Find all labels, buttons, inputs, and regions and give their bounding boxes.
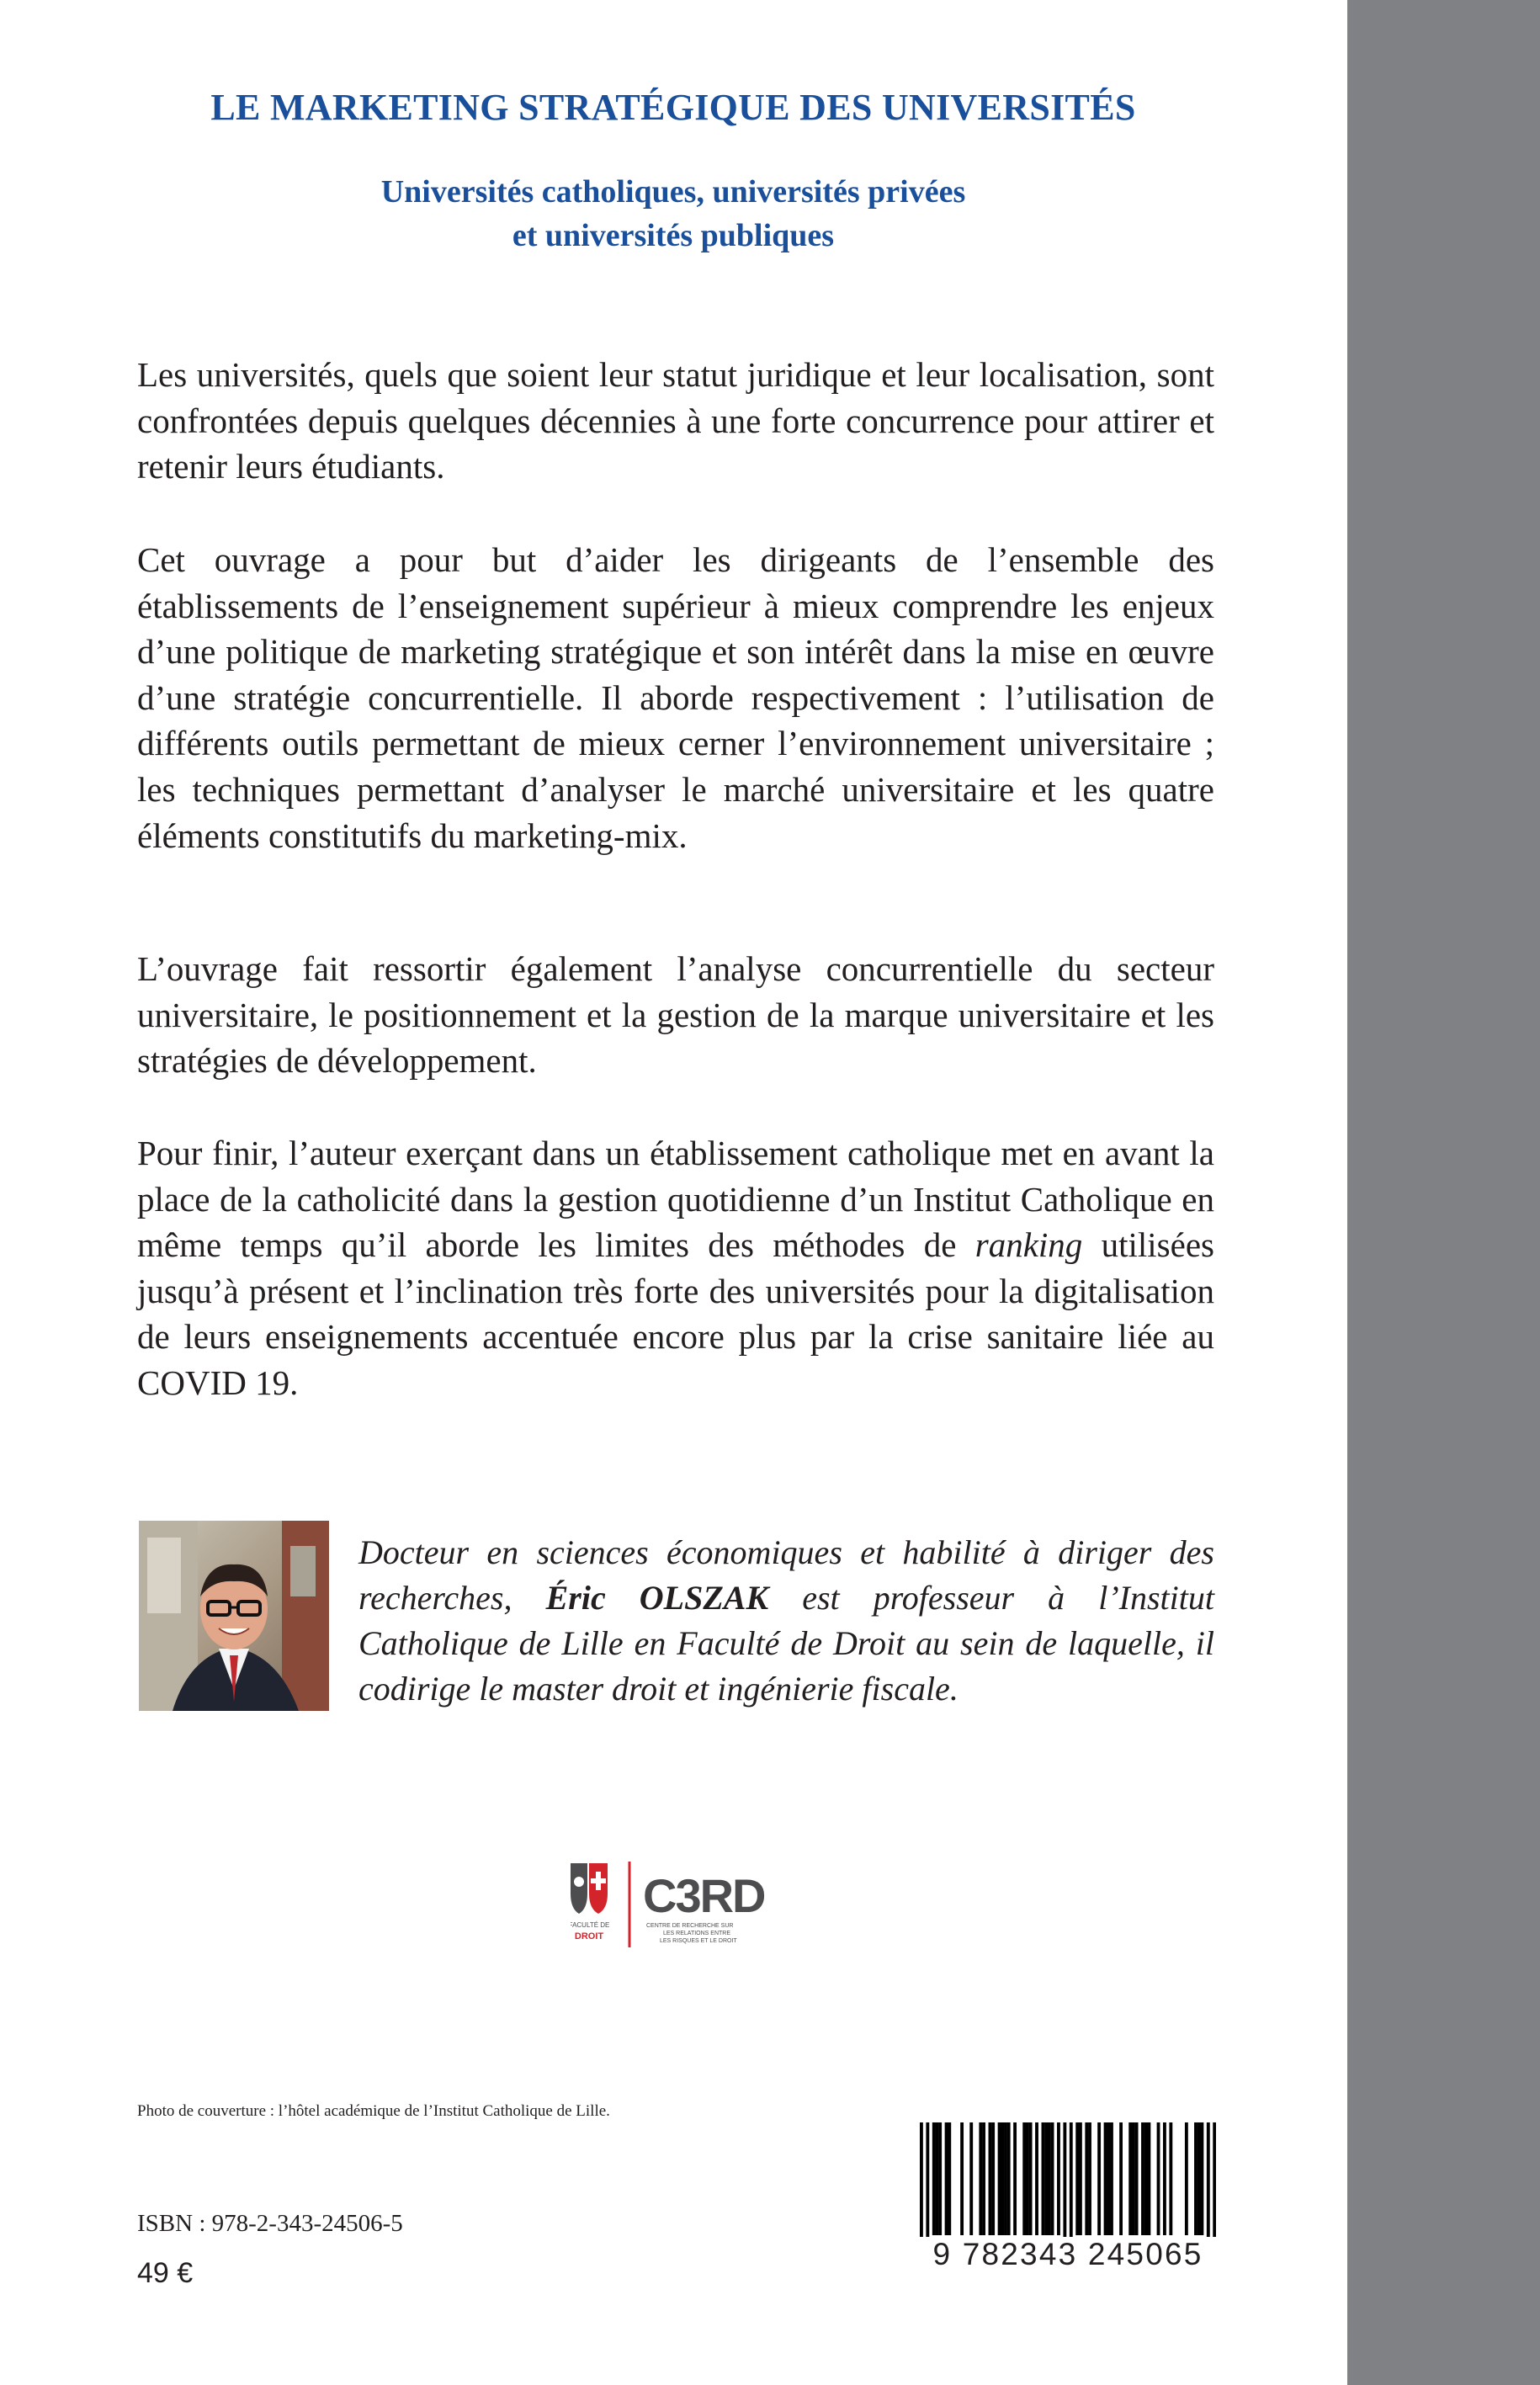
paragraph-conclusion [137,1130,1214,1406]
paragraph-analysis [137,946,1214,1084]
paragraph-4-part-2: utilisées jusqu’à présent et l’inclination très forte des universités pour la digitalisation de leurs enseignements accentuée encore plus par la crise sanitaire liée au COVID 19. [137,1225,1214,1402]
barcode-bar [1007,2122,1011,2235]
barcode-bar [1097,2122,1101,2235]
barcode-bar [1075,2122,1079,2235]
barcode-bar [1013,2122,1017,2235]
cover-photo-caption: Photo de couverture : l’hôtel académique de l’Institut Catholique de Lille. [137,2102,610,2120]
barcode-bar [1213,2122,1216,2249]
barcode-bar [969,2122,973,2235]
barcode-bar [1035,2122,1038,2235]
subtitle-line-1: Universités catholiques, universités privées [380,174,966,210]
paragraph-2-text: Cet ouvrage a pour but d’aider les dirigeants de l’ensemble des établissements de l’enseignement supérieur à mieux comprendre les enjeux d’une politique de marketing stratégique et son intérêt dans la mise en œuvre d’une stratégie concurrentielle. Il aborde respectivement : l’utilisation de différents outils permettant de mieux cerner l’environnement universitaire ; les techniques permettant d’analyser le marché universitaire et les quatre éléments constitutifs du marketing-mix. [137,540,1214,855]
barcode-bar [1163,2122,1166,2235]
paragraph-1-text: Les universités, quels que soient leur statut juridique et leur localisation, sont confrontées depuis quelques décennies à une forte concurrence pour attirer et retenir leurs étudiants. [137,355,1214,486]
author-photo [139,1521,329,1711]
faculty-label-line-2: DROIT [574,1931,604,1941]
author-bio-part-1: Docteur en sciences économiques et habilité à diriger des recherches, [358,1533,1214,1617]
barcode-bar [979,2122,982,2235]
barcode-bar [1042,2122,1045,2235]
barcode-bar [1110,2122,1113,2235]
paragraph-3-text: L’ouvrage fait ressortir également l’analyse concurrentielle du secteur universitaire, le positionnement et la gestion de la marque universitaire et les stratégies de développement. [137,949,1214,1081]
barcode-bar [1207,2122,1210,2249]
ranking-italic: ranking [974,1225,1083,1265]
barcode-bar [936,2122,939,2235]
barcode-bar [920,2122,923,2249]
author-bio-part-2: est professeur à l’Institut Catholique de Lille en Faculté de Droit au sein de laquelle, il codirige le master droit et ingénierie fiscale. [358,1579,1215,1708]
paragraph-4-text [137,1130,1214,1406]
book-spine [1347,0,1540,2385]
barcode-bar [1200,2122,1203,2235]
barcode-bar [1022,2122,1026,2235]
author-bio [358,1530,1214,1712]
barcode-bar [1185,2122,1188,2235]
barcode-bar [945,2122,948,2235]
barcode-bar [1104,2122,1107,2235]
barcode-bar [1132,2122,1135,2235]
barcode-bar [1029,2122,1033,2235]
barcode-bar [982,2122,985,2235]
barcode-bar [1063,2122,1066,2249]
barcode-bar [1051,2122,1054,2235]
barcode-bar [1194,2122,1197,2235]
barcode-bar [1157,2122,1160,2235]
barcode-bar [1001,2122,1004,2235]
isbn: ISBN : 978-2-343-24506-5 [137,2210,403,2237]
barcode-bar [1141,2122,1144,2235]
barcode-bar [1088,2122,1091,2235]
faculty-label-line-1: FACULTÉ DE [571,1921,610,1929]
barcode-bar [960,2122,964,2235]
barcode-bar [1119,2122,1123,2235]
barcode-bar [932,2122,936,2235]
barcode-bar [1169,2122,1172,2235]
barcode-bar [1135,2122,1139,2235]
barcode-bar [938,2122,942,2235]
barcode-bar [1147,2122,1150,2235]
barcode-bar [1026,2122,1029,2235]
faculty-droit-logo [571,1863,609,1941]
barcode-bar [926,2122,929,2249]
barcode-bar [1044,2122,1048,2235]
barcode-bar [948,2122,951,2235]
paragraph-intro [137,352,1214,490]
barcode-bar [1004,2122,1007,2235]
author-name: Éric OLSZAK [545,1579,769,1617]
price: 49 € [137,2257,194,2289]
barcode-bar [1107,2122,1110,2235]
subtitle-line-2: et universités publiques [512,218,835,253]
c3rd-wordmark: C3RD [643,1869,765,1922]
c3rd-tagline-1: CENTRE DE RECHERCHE SUR [646,1923,734,1929]
paragraph-objective [137,537,1214,858]
barcode-bar [991,2122,995,2235]
barcode-bar [1070,2122,1073,2249]
barcode-bar [1128,2122,1132,2235]
barcode-bar [989,2122,992,2235]
barcode-digits: 9 782343 245065 [920,2237,1216,2272]
book-title: LE MARKETING STRATÉGIQUE DES UNIVERSITÉS [210,87,1136,128]
barcode-bar [1048,2122,1051,2235]
c3rd-tagline-2: LES RELATIONS ENTRE [663,1931,731,1936]
paragraph-4-part-1: Pour finir, l’auteur exerçant dans un établissement catholique met en avant la place de la catholicité dans la gestion quotidienne d’un Institut Catholique en même temps qu’il aborde les limites des méthodes de [137,1134,1214,1265]
book-subtitle [84,170,1262,258]
c3rd-tagline-3: LES RISQUES ET LE DROIT [660,1938,737,1944]
barcode-bar [1057,2122,1060,2235]
barcode-bar [998,2122,1001,2235]
barcode-bar [1144,2122,1148,2235]
publisher-logos [571,1860,798,1952]
barcode [920,2122,1216,2319]
c3rd-logo [643,1869,765,1944]
barcode-bar [1085,2122,1088,2235]
barcode-bar [1079,2122,1082,2235]
barcode-bar [1197,2122,1201,2235]
